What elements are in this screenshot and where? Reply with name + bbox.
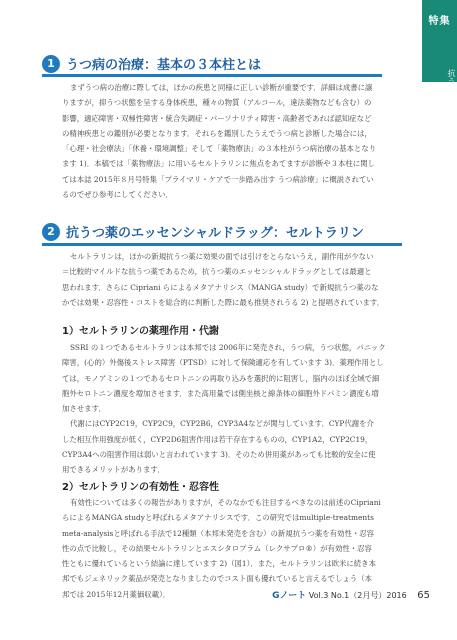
section-1-heading [42,54,261,73]
paragraph-line: 思われます．さらに Cipriani らによるメタアナリシス（MANGA study）で新規抗うつ薬のな [62,282,379,292]
paragraph-line: 性の点で比較し，その結果セルトラリンとエスシタロプラム（レクサプロ®）が有効性・忍容 [62,543,372,553]
subsection-2-title: 2）セルトラリンの有効性・忍容性 [62,482,219,493]
paragraph-line: 邦では 2015年12月薬価収載）． [62,589,171,599]
subsection-2-body [62,495,422,602]
paragraph-line: セルトラリンは，ほかの新規抗うつ薬に効果の面では引けをとらないうえ，副作用が少ない [70,252,374,261]
paragraph-line: meta-analysisと呼ばれる手法で12種類（本邦未発売を含む）の新規抗うつ薬を有効性・忍容 [62,528,375,538]
section-1-rule [42,74,382,77]
paragraph-line: の精神疾患との鑑別が必要となります．それらを鑑別したうえでうつ病と診断した場合には， [62,128,372,138]
section-2-heading [42,222,364,241]
feature-label: 特集 [428,16,451,27]
paragraph-line: ては，モノアミンの１つであるセロトニンの再取り込みを選択的に阻害し，脳内のほぼ全域で細 [62,373,380,383]
paragraph-line: 影響，適応障害・双極性障害・統合失調症・パーソナリティ障害・高齢者であれば認知症など [62,113,372,123]
paragraph-line: 「心理・社会療法」「休養・環境調整」そして「薬物療法」の３本柱がうつ病治療の基本となり [62,144,377,154]
paragraph-line: CYP3A4への阻害作用は弱いと言われています 3)．そのため併用薬があっても比較的安全に使 [62,450,376,460]
section-1-body [62,80,422,202]
paragraph-line: かでは効果・忍容性・コストを総合的に判断した際に最も推奨されうる 2) と提唱されています． [62,297,385,307]
feature-topic-label: 抗うつ薬 [447,69,456,101]
paragraph-line: した相互作用強度が低く，CYP2D6阻害作用は若干存在するものの，CYP1A2，CYP2C19， [62,434,373,444]
paragraph-line: るのでぜひ参考にしてください． [62,190,173,200]
paragraph-line: 性ともに優れているという結論に達しています 2)（図1）．また，セルトラリンは欧米に続き本 [62,559,376,569]
paragraph-line: ＝比較的マイルドな抗うつ薬であるため，抗うつ薬のエッセンシャルドラッグとしては最適と [62,267,372,277]
paragraph-line: 用できるメリットがあります． [62,465,165,475]
paragraph-line: ては本誌 2015年８月号特集「プライマリ・ケアで一歩踏み出す うつ病診療」に概説されてい [62,174,374,184]
journal-issue: Vol.3 No.1（2月号）2016 [308,591,407,600]
paragraph-line: 障害，(心的）外傷後ストレス障害（PTSD）に対して保険適応を有しています 3)．薬理作用とし [62,358,384,368]
paragraph-line: 胞外セロトニン濃度を増加させます．また高用量では側坐核と線条体の細胞外ドパミン濃度も増 [62,388,379,398]
subsection-1-title: 1）セルトラリンの薬理作用・代謝 [62,326,219,337]
section-1-title: うつ病の治療：基本の３本柱とは [66,58,262,73]
paragraph-line: ます 1)．本稿では「薬物療法」に用いるセルトラリンに焦点をあてますが診断や３本柱に関し [62,159,375,169]
section-1-number: 1 [42,55,60,73]
paragraph-line: SSRI の１つであるセルトラリンは本邦では 2006年に発売され，うつ病，うつ状態，パニック [70,343,386,352]
paragraph-line: らによるMANGA studyと呼ばれるメタアナリシスです．この研究ではmultiple-treatments [62,513,374,523]
paragraph-line: まずうつ病の治療に際しては，ほかの疾患と同様に正しい診断が重要です．詳細は成書に譲 [70,83,373,92]
section-2-body [62,249,422,310]
section-2-number: 2 [42,223,60,241]
feature-side-tab [422,0,457,101]
subsection-1-body [62,340,422,478]
paragraph-line: りますが，抑うつ状態を呈する身体疾患，種々の物質（アルコール，違法薬物なども含む）の [62,98,372,108]
journal-name: Gノート [272,591,307,601]
paragraph-line: 加させます． [62,404,106,414]
paragraph-line: 代謝にはCYP2C19，CYP2C9，CYP2B6，CYP3A4などが関与しています．CYP代謝を介 [70,419,374,429]
page-number: 65 [417,590,430,601]
section-2-rule [42,243,402,246]
section-2-title: 抗うつ薬のエッセンシャルドラッグ：セルトラリン [66,226,364,241]
page-footer [272,588,430,601]
paragraph-line: 邦でもジェネリック薬品が発売となりましたのでコスト面も優れていると言えるでしょう（本 [62,574,372,584]
paragraph-line: 有効性については多くの報告がありますが，そのなかでも注目するべきなのは前述のCipriani [70,498,381,507]
